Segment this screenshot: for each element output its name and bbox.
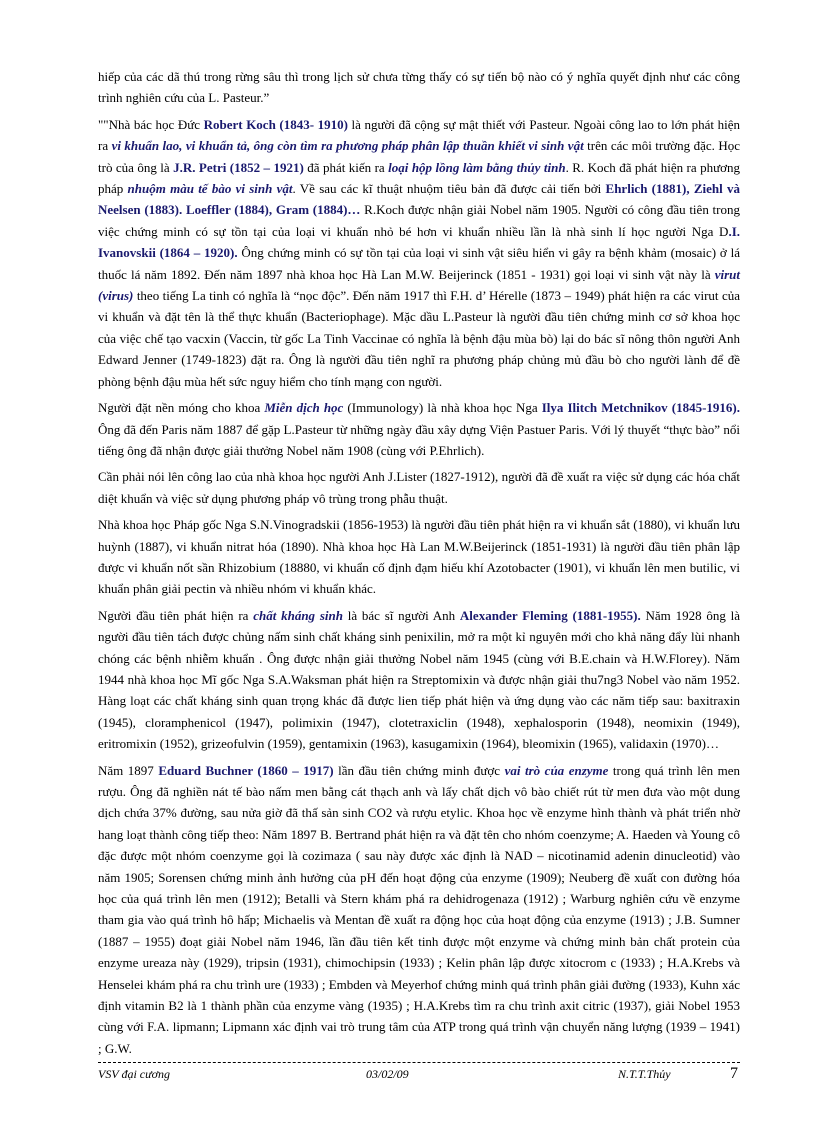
highlight-term: loại hộp lồng làm bằng thủy tinh [388,159,566,175]
text-run: trong quá trình lên men rượu. Ông đã nghiền nát tế bào nấm men bằng cát thạch anh và lấy chất dịch vô bào chiết rút từ men đưa vào một dung dịch chứa 37% đường, sau nửa giờ đã thấ sản sinh CO2 và rượu etylic. Khoa học về enzyme hình thành và phát triển nhờ hang loạt thành công tiếp theo: Năm 1897 B. Bertrand phát hiện ra và đặt tên cho nhóm coenzyme; A. Haeden và Young cô đặc được một nhóm coenzyme gọi là cozimaza ( sau này được xác định là NAD – nicotinamid adenin dinucleotid) vào năm 1905; Sorensen chứng minh ảnh hưởng của pH đến hoạt động của enzyme (1909); Neuberg đề xuất con đường hóa học của quá trình lên men (1912); Betalli và Stern khám phá ra dehidrogenaza (1912) ; Warburg nghiên cứu về enzyme tham gia vào quá trình hô hấp; Michaelis và Mentan đề xuất ra động học của hoạt động của enzyme (1913) ; J.B. Sumner (1887 – 1955) đoạt giải Nobel năm 1946, lần đầu tiên kết tinh được một enzyme và chứng minh bản chất protein của enzyme ureaza này (1929), tripsin (1931), chimochipsin (1933) ; Kelin phân lập được xitocrom c (1933) ; H.A.Krebs và Henselei khám phá ra chu trình ure (1933) ; Embden và Meyerhof chứng minh quá trình phân giải đường (1933), Kuhn xác định vitamin B2 là 1 thành phần của enzyme vàng (1935) ; H.A.Krebs tìm ra chu trình axit citric (1937), giải Nobel 1953 cùng với F.A. lipmann; Lipmann xác định vai trò trung tâm của ATP trong quá trình vận chuyển năng lượng (1939 – 1941) ; G.W. [98,762,741,1056]
text-run: theo tiếng La tinh có nghĩa là “nọc độc”. Đến năm 1917 thì F.H. d’ Hérelle (1873 – 1949) phát hiện ra các virut của vi khuẩn và đặt tên là thể thực khuẩn (Bacteriophage). Mặc dầu L.Pasteur là người đầu tiên chứng minh cơ sở khoa học của việc chế tạo vacxin (Vaccin, từ gốc La Tinh Vaccinae có nghĩa là bệnh đậu mùa bò) lại do bác sĩ nông thôn người Anh Edward Jenner (1749-1823) đặt ra. Ông là người đầu tiên nghĩ ra phương pháp chủng mủ đầu bò cho người lành để đề phòng bệnh đậu mùa hết sức nguy hiểm cho tính mạng con người. [98,288,740,389]
page-number: 7 [730,1065,738,1082]
highlight-term: chất kháng sinh [253,607,343,623]
page-footer [98,1062,740,1085]
highlight-term: vi khuẩn lao, vi khuẩn tả, ông còn tìm ra phương pháp phân lập thuần khiết vi sinh vật [111,138,584,154]
text-run: Năm 1928 ông là người đầu tiên tách được chủng nấm sinh chất kháng sinh penixilin, mở ra một kỉ nguyên mới cho khả năng đẩy lùi nhanh chóng các bệnh nhiễm khuẩn . Ông được nhận giải thưởng Nobel năm 1945 (cùng với B.E.chain và H.W.Florey). Năm 1944 nhà khoa học Mĩ gốc Nga S.A.Waksman phát hiện ra Streptomixin và được nhận giải thu7ng3 Nobel vào năm 1952. Hàng loạt các chất kháng sinh quan trọng khác đã được lien tiếp phát hiện và ứng dụng vào các năm tiếp sau: baxitraxin (1945), cloramphenicol (1947), polimixin (1947), clotetraxiclin (1948), xephalosporin (1948), neomixin (1949), eritromixin (1952), grizeofulvin (1959), gentamixin (1963), kasugamixin (1964), bleomixin (1965), validaxin (1970)… [98,607,741,752]
paragraph-fleming [98,605,740,755]
highlight-term: Miễn dịch học [264,400,344,416]
paragraph-buchner [98,760,740,1060]
document-body [98,66,740,1064]
text-run: (Immunology) là nhà khoa học Nga [343,400,542,416]
highlight-name: J.R. Petri (1852 – 1921) [173,159,304,175]
highlight-name: Ilya Ilitch Metchnikov (1845-1916). [541,400,740,416]
text-run: . Về sau các kĩ thuật nhuộm tiêu bản đã được cải tiến bởi [292,181,606,197]
highlight-name: .I. Ivanovskii (1864 – 1920). [98,223,740,261]
paragraph-robert-koch [98,114,740,392]
text-run: Ông chứng minh có sự tồn tại của loại vi sinh vật siêu hiển vi gây ra bệnh khảm (mosaic) ở lá thuốc lá năm 1892. Đến năm 1897 nhà khoa học Hà Lan M.W. Beijerinck (1851 - 1931) gọi loại vi sinh vật này là [98,245,740,282]
text-run: lần đầu tiên chứng minh được [333,762,505,778]
text-run: . R. Koch đã phát hiện ra phương pháp [98,159,740,197]
paragraph-metchnikov [98,397,740,461]
highlight-name: Ehrlich (1881), Ziehl và Neelsen (1883). Loeffler (1884), Gram (1884)… [98,181,741,218]
footer-author: N.T.T.Thủy [618,1067,671,1081]
highlight-term: virut (virus) [98,266,740,304]
text-run: trên các môi trường đặc. Học trò của ông là [98,138,740,175]
text-run: Năm 1897 [98,762,159,778]
paragraph-vinogradskii: Nhà khoa học Pháp gốc Nga S.N.Vinogradskii (1856-1953) là người đầu tiên phát hiện ra vi khuẩn sắt (1880), vi khuẩn lưu huỳnh (1887), vi khuẩn nitrat hóa (1890). Nhà khoa học Hà Lan M.W.Beijerinck (1851-1931) là người đầu tiên phân lập được vi khuẩn nốt sần Rhizobium (18880, vi khuẩn cố định đạm hiếu khí Azotobacter (1901), vi khuẩn lên men butilic, vi khuẩn phân giải pectin và nhiều nhóm vi khuẩn khác. [98,517,740,597]
text-run: là người đã cộng sự mật thiết với Pasteur. Ngoài công lao to lớn phát hiện ra [98,116,741,154]
footer-row [98,1067,740,1085]
highlight-name: Alexander Fleming (1881-1955). [459,607,641,623]
text-run: là bác sĩ người Anh [342,607,460,623]
footer-course-title: VSV đại cương [98,1067,171,1081]
text-run: R.Koch được nhận giải Nobel năm 1905. Người có công đầu tiên trong việc chứng minh có sự tồn tại của loại vi khuẩn nhỏ bé hơn vi khuẩn nhiều lần là nhà sinh lí học người Nga D [98,202,740,239]
paragraph-pasteur-quote: hiếp của các dã thú trong rừng sâu thì trong lịch sử chưa từng thấy có sự tiến bộ nào có ý nghĩa quyết định như các công trình nghiên cứu của L. Pasteur.” [98,69,740,106]
text-run: ""Nhà bác học Đức [98,116,204,132]
footer-date: 03/02/09 [366,1067,409,1081]
text-run: Ông đã đến Paris năm 1887 để gặp L.Pasteur từ những ngày đầu xây dựng Viện Pastuer Paris. Với lý thuyết “thực bào” nổi tiếng ông đã nhận được giải thưởng Nobel năm 1908 (cùng với P.Ehrlich). [98,421,740,458]
highlight-term: nhuộm màu tế bào vi sinh vật [127,181,293,197]
paragraph-lister: Cần phải nói lên công lao của nhà khoa học người Anh J.Lister (1827-1912), người đã đề xuất ra việc sử dụng các hóa chất diệt khuẩn và việc sử dụng phương pháp vô trùng trong phẫu thuật. [98,469,740,506]
footer-divider [98,1062,740,1063]
text-run: Người đầu tiên phát hiện ra [98,607,254,623]
highlight-name: Robert Koch (1843- 1910) [203,116,348,132]
highlight-term: vai trò của enzyme [504,762,609,778]
text-run: đã phát kiến ra [303,159,389,175]
text-run: Người đặt nền móng cho khoa [98,400,265,416]
highlight-name: Eduard Buchner (1860 – 1917) [158,762,334,778]
